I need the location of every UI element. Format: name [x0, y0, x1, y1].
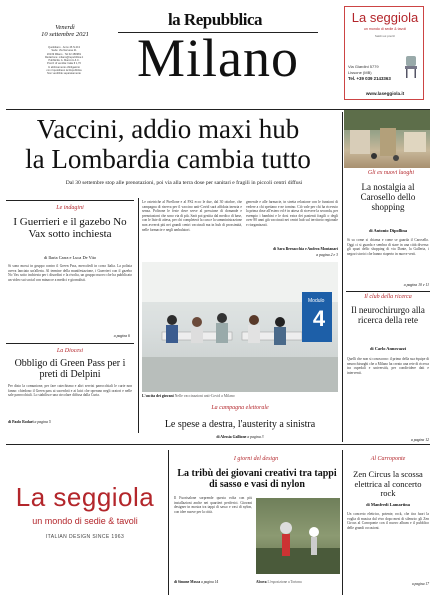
hub-sign-number: 4	[312, 306, 326, 331]
bottom-ad-brand: La seggiola	[15, 482, 155, 512]
bottom-story-text: Il Fuorisalone sorprende questa volta con più installazioni anche nei quartieri periferici. Giovani designer in mostra tra tappi di sasso e vasi di nylon, con idee nuove per la città.	[174, 496, 252, 514]
lead-byline: di Sara Bernacchia e Andrea Montanari	[272, 247, 338, 251]
ad-phone: Tel. +39 039 2143363	[348, 76, 391, 81]
story-guerrieri-title[interactable]: I Guerrieri e il gazebo No Vax sotto inchiesta	[13, 216, 127, 240]
section-label-ex-luoghi: Gli ex nuovi luoghi	[367, 170, 415, 176]
date: 10 settembre 2021	[41, 31, 89, 38]
section-label-diocesi: La Diocesi	[56, 348, 84, 354]
masthead-info: Quotidiano · Anno 46 N.213 Sede: Via Nervesa 21 20139 Milano · Tel 02 480981 Redazione: milano@repubblica.it Pubblicità: A. Manzoni & C. Prezzi di vendita: Italia € 1,70 In abbinamento obbligatorio con il quotidiano la Repubblica Non vendibile separatamente	[44, 46, 84, 76]
lead-cont: a pagina 2 e 3	[316, 253, 338, 257]
hub-sign-label: Modulo	[308, 298, 325, 304]
lead-headline: Vaccini, addio maxi hub la Lombardia cambia tutto	[25, 114, 311, 174]
lead-subtitle: Dal 30 settembre stop alle prenotazioni, poi via alla terra dose per sanitari e fragili in piccoli centri diffusi	[65, 180, 303, 186]
date-day: Venerdì	[55, 24, 75, 31]
bottom-right-text: Un concerto elettrico, potente, rock, che tira fuori la voglia di musica dal vivo dopo mesi di silenzio: gli Zen Circus al Carroponte con il nuovo album e il pubblico delle grandi occasioni.	[347, 512, 429, 530]
story-guerrieri-text: Si sono mossi in gruppo contro il Green Pass, mercoledì in corso Italia. La polizia aveva lanciato un'allerta. Al termine della manifestazione, i Guerrieri con il gazebo No Vax sotto inchiesta per i disordini e la rivolta, un gruppo nuovo che ha pubblicato un video sui social con minacce a medici e giornalisti.	[8, 264, 132, 282]
section-label-indagini: Le indagini	[56, 205, 84, 211]
section-label-carroponte: Al Carroponte	[370, 456, 406, 462]
story-neurochirurgo-text: Quelli che non si conoscono: il primo della sua équipe di neurochirurghi che a Milano ha creato una rete di ricerca tra ospedali e università, per condividere dati e interventi.	[347, 357, 429, 375]
story-carosello-byline: di Antonio Dipollina	[368, 228, 408, 233]
story-diocesi-text: Per disto la comunione, per fare catechismo e altri servizi parrocchiali le curie non fanno: chiedono il Green pass ai sacerdoti e ai laici che operano negli oratori e nelle sale parrocchiali. Lo stabilisce una circolare diffusa dalla Curia.	[8, 384, 132, 398]
bottom-right-cont: a pagina 17	[411, 582, 429, 586]
ad-ribbon: Saldi sui prezzi	[374, 34, 396, 38]
story-carosello-text: Si sa come si chiama e come se guarda il Carosello. Oggi ci si guarda e sembra di stare in una città diversa: gli spazi dello shopping di via Dante, la Galleria, i negozi storici che hanno riaperto in nuove vesti.	[347, 238, 429, 256]
vaccination-hub-photo	[142, 262, 338, 392]
story-neurochirurgo-cont: a pagina 12	[410, 438, 429, 442]
chair-image	[403, 55, 419, 79]
mid-story-title[interactable]: Le spese a destra, l'austerity a sinistra	[164, 419, 316, 430]
story-carosello-title[interactable]: La nostalgia al Carosello dello shopping	[360, 182, 416, 212]
section-label-design: I giorni del design	[233, 456, 279, 462]
design-photo	[256, 498, 340, 574]
ad-city: Lissone (MB)	[348, 70, 372, 75]
ad-brand: La seggiola	[351, 10, 419, 25]
lead-text-col2: generale e alle farmacie, in stretta relazione con le funzioni di vedere a chi spettano e ne tornino. Ciò vale per chi ha ricevuto la prima dose all'estero ed è in attesa di ricevere la seconda, per esempio i bambini e le dosi extra dei pazienti fragili o degli over 80 anni già vaccinati nei centri hub sul territorio regionale e riorganizzati.	[246, 200, 338, 227]
bottom-ad-tagline: un mondo di sedie & tavoli	[32, 516, 138, 526]
section-label-campagna: La campagna elettorale	[211, 405, 269, 411]
story-diocesi-title[interactable]: Obbligo di Green Pass per i preti di Delpini	[14, 358, 126, 380]
story-diocesi-byline: di Paolo Rodari a pagina 5	[8, 420, 51, 424]
mid-story-byline: di Alessia Gallione a pagina 3	[216, 435, 264, 439]
city-title: Milano	[137, 28, 299, 88]
design-photo-caption: Alcova L'esposizione a Tortona	[256, 580, 302, 584]
section-label-ricerca: Il club della ricerca	[364, 294, 412, 300]
bottom-ad-footer: ITALIAN DESIGN SINCE 1963	[45, 534, 125, 540]
story-guerrieri-byline: di Ilaria Carra e Luca De Vito	[43, 255, 97, 260]
ad-tagline: un mondo di sedie & tavoli	[363, 27, 407, 31]
shopping-photo	[344, 110, 430, 168]
story-neurochirurgo-byline: di Carlo Annovazzi	[369, 346, 407, 351]
ad-url[interactable]: www.laseggiola.it	[365, 91, 405, 96]
bottom-story-title[interactable]: La tribù dei giovani creativi tra tappi di sasso e vasi di nylon	[177, 468, 337, 490]
bottom-advertisement[interactable]	[10, 452, 160, 592]
brand-logo: la Repubblica	[167, 10, 263, 29]
lead-photo-caption: L'uscita dei giovani Nelle vaccinazioni anti-Covid a Milano	[142, 394, 235, 398]
top-advertisement[interactable]	[344, 6, 424, 100]
ad-address: Via Giardini 5779	[348, 64, 379, 69]
bottom-right-byline: di Manfredi Lamartina	[366, 502, 410, 507]
story-neurochirurgo-title[interactable]: Il neurochirurgo alla ricerca della rete	[351, 305, 425, 325]
lead-text-col1: Le ostetriche al Pirellone e al FS2 ecco le due, dal 30 ottobre, che campagna di riserva per il vaccino anti-Covid sarà affidata inerzia e senza. Poltrone le feste dove serve al pressione di domande e prenotazioni che sono via di più. Sarà poi gestita dal medico di base, con le liste di attesa, per chi completerà la cura e la somministrazione non avverrà più nei grandi centri vaccinali ma in hub di prossimità, nelle farmacie e negli ambulatori.	[142, 200, 242, 232]
story-guerrieri-cont: a pagina 6	[113, 334, 130, 338]
story-carosello-cont: a pagina 10 e 11	[403, 283, 429, 287]
bottom-story-byline: di Simone Mosca a pagina 14	[174, 580, 219, 584]
bottom-right-title[interactable]: Zen Circus la scossa elettrica al concerto rock	[353, 469, 423, 498]
